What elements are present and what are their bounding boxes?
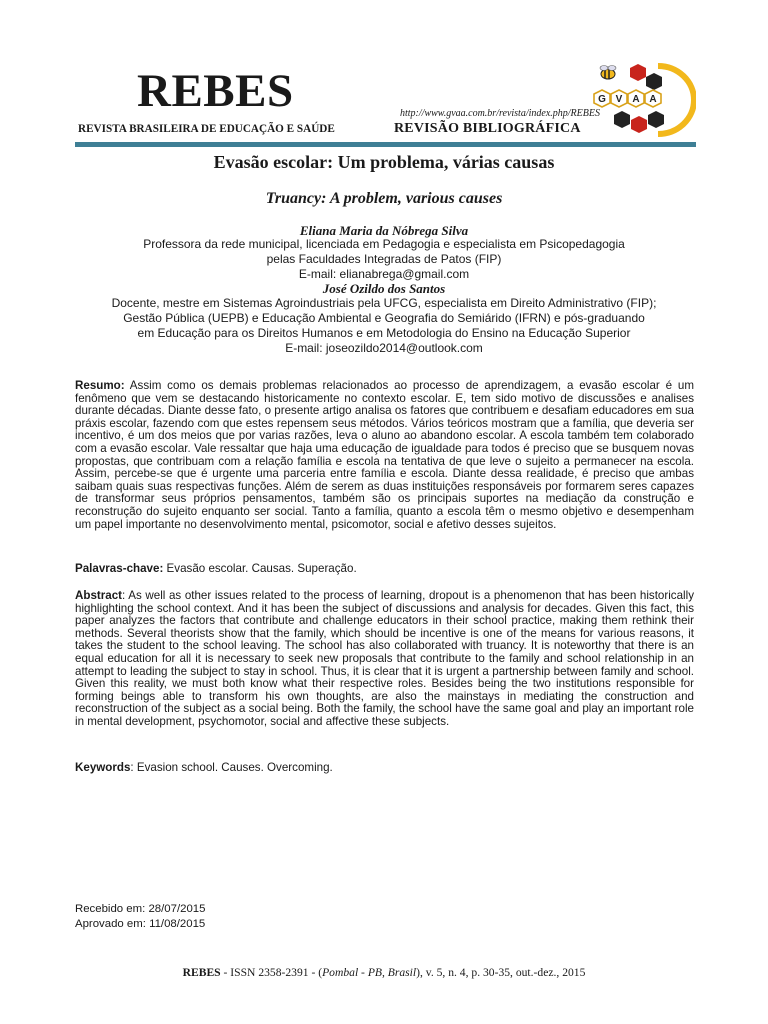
approved-date: Aprovado em: 11/08/2015 [75, 918, 206, 930]
affiliation-line: em Educação para os Direitos Humanos e em Metodologia do Ensino na Educação Superior [137, 326, 631, 340]
logo-letter-g: G [598, 94, 606, 105]
palavras-chave-text: Evasão escolar. Causas. Superação. [166, 562, 357, 575]
logo-letter-a2: A [649, 94, 657, 105]
resumo-label: Resumo: [75, 379, 125, 392]
affiliation-line: Professora da rede municipal, licenciada em Pedagogia e especialista em Psicopedagogia [143, 237, 625, 251]
footer-volume: ), v. 5, n. 4, p. 30-35, out.-dez., 2015 [416, 966, 586, 979]
section-label: REVISÃO BIBLIOGRÁFICA [394, 121, 581, 136]
palavras-chave-paragraph [75, 563, 694, 576]
abstract-text: : As well as other issues related to the process of learning, dropout is a phenomenon that has been historically highlighting the school context. And it has been the subject of discussions and analysis for decades. Given this fact, this paper analyzes the factors that contribute and challenge educators in their school practice, making them rethink their methods. Several theorists show that the family, which should be incentive is one of the means for various reasons, it takes the student to the school leaving. The school has also collaborated with truancy. It is noteworthy that there is an equal education for all it is necessary to seek new proposals that contribute to the family and school relationship in an attempt to leading the subject to stay in school. Thus, it is clear that it is urgent a partnership between family and school. Given this reality, we must both know what their respective roles. Besides being the two institutions responsible for forming beings able to transform his own thoughts, are also the mainstays in mediating the construction and reconstruction of the subject as a social being. Both the family, the school have the same goal and play an important role in mental development, psychomotor, social and affective these subjects. [75, 589, 694, 728]
page-footer [0, 966, 768, 979]
journal-title: REBES [137, 65, 294, 117]
author-email-2[interactable]: E-mail: joseozildo2014@outlook.com [285, 341, 483, 355]
footer-journal: REBES [182, 966, 221, 979]
resumo-text: Assim como os demais problemas relacionados ao processo de aprendizagem, a evasão escolar é um fenômeno que vem se destacando historicamente no contexto escolar. E, tem sido motivo de discussões e analises durante décadas. Diante desse fato, o presente artigo analisa os fatores que contribuem e desafiam educadores em sua práxis escolar, fazendo com que estes repensem seus métodos. Vários teóricos mostram que a família, que deveria ser incentivo, é um dos meios que por varias razões, leva o aluno ao abandono escolar. A escola também tem colaborado com a evasão escolar. Vale ressaltar que haja uma educação de igualdade para todos é preciso que se busquem novas propostas, que contribuam com a relação família e escola na tentativa de que leve o sujeito a permanecer na escola. Assim, percebe-se que é urgente uma parceria entre família e escola. Diante dessa realidade, é preciso que ambas saibam quais suas respectivas funções. Além de serem as duas instituições responsáveis por formarem seres capazes de transformar seus próprios pensamentos, também são os principais suportes na mediação da construção e reconstrução do sujeito enquanto ser social. Tanto a família, quanto a escola têm o mesmo objetivo e desempenham um papel importante no desenvolvimento mental, psicomotor, social e afetivo desses sujeitos. [75, 379, 694, 531]
author-affiliation-2 [0, 296, 768, 356]
header-divider [75, 142, 696, 147]
palavras-chave-label: Palavras-chave: [75, 562, 164, 575]
journal-url[interactable]: http://www.gvaa.com.br/revista/index.php/REBES [400, 108, 600, 119]
abstract-label: Abstract [75, 589, 123, 602]
bee-icon [600, 66, 616, 80]
author-name-2: José Ozildo dos Santos [322, 281, 446, 296]
footer-place: Pombal - PB, Brasil [322, 966, 417, 979]
author-name-1: Eliana Maria da Nóbrega Silva [299, 223, 469, 238]
affiliation-line: Docente, mestre em Sistemas Agroindustriais pela UFCG, especialista em Direito Administrativo (FIP); [111, 296, 657, 310]
affiliation-line: pelas Faculdades Integradas de Patos (FIP) [266, 252, 502, 266]
gvaa-logo [588, 62, 696, 137]
article-title-pt: Evasão escolar: Um problema, várias causas [213, 152, 555, 172]
journal-subtitle: REVISTA BRASILEIRA DE EDUCAÇÃO E SAÚDE [78, 123, 335, 135]
received-date: Recebido em: 28/07/2015 [75, 903, 206, 915]
logo-letter-v: V [615, 94, 623, 105]
article-title-en: Truancy: A problem, various causes [265, 190, 503, 207]
logo-letter-a1: A [632, 94, 640, 105]
keywords-text: : Evasion school. Causes. Overcoming. [130, 761, 333, 774]
footer-issn: - ISSN 2358-2391 - ( [220, 966, 323, 979]
abstract-paragraph [75, 590, 694, 729]
keywords-paragraph [75, 762, 694, 775]
affiliation-line: Gestão Pública (UEPB) e Educação Ambiental e Geografia do Semiárido (IFRN) e pós-graduando [123, 311, 645, 325]
resumo-paragraph [75, 380, 694, 531]
author-affiliation-1 [0, 237, 768, 282]
keywords-label: Keywords [75, 761, 131, 774]
author-email-1[interactable]: E-mail: elianabrega@gmail.com [298, 267, 470, 281]
